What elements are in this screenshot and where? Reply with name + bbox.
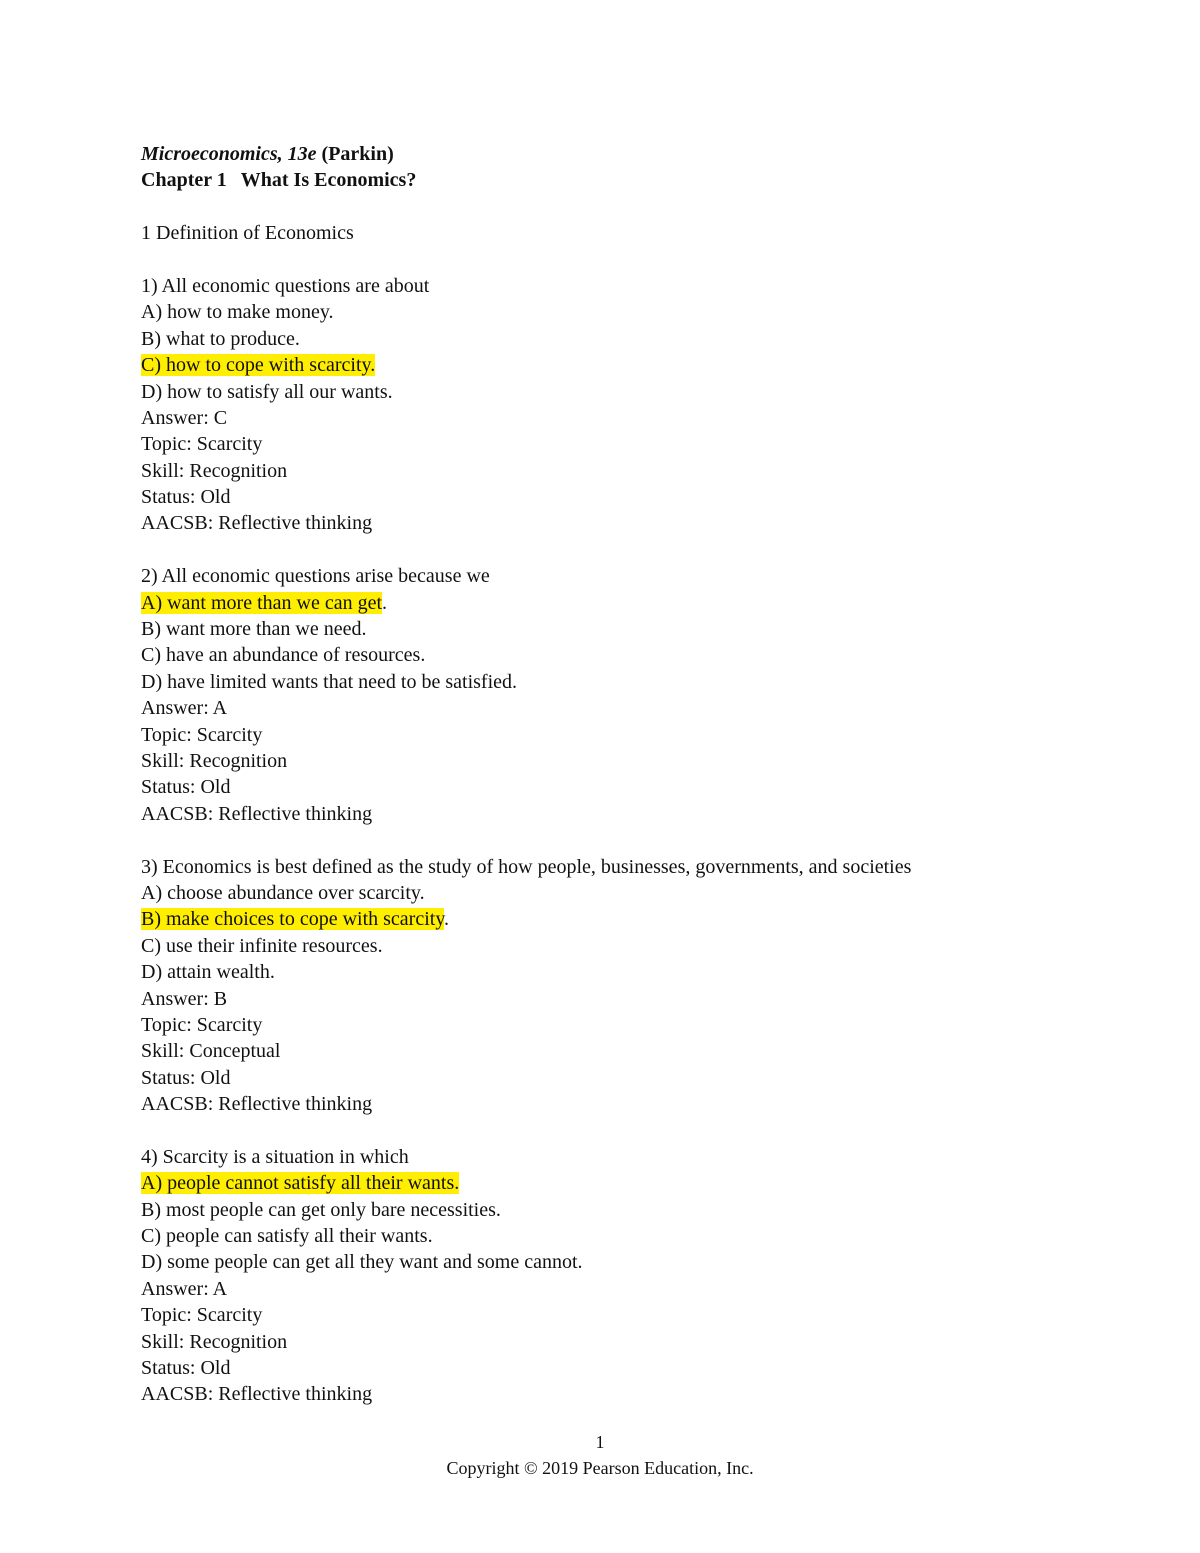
question-stem: 4) Scarcity is a situation in which <box>141 1145 409 1168</box>
option-a: A) how to make money. <box>141 301 334 324</box>
option-c-correct <box>141 352 1041 378</box>
option-a-correct <box>141 590 1041 616</box>
page-content <box>141 141 1041 1408</box>
option-a-correct <box>141 1170 1041 1196</box>
section-heading: 1 Definition of Economics <box>141 222 354 245</box>
status-line: Status: Old <box>141 776 231 799</box>
skill-line: Skill: Conceptual <box>141 1040 281 1063</box>
answer-line: Answer: C <box>141 406 228 429</box>
status-line: Status: Old <box>141 486 231 509</box>
option-c: C) people can satisfy all their wants. <box>141 1225 433 1248</box>
chapter-title: What Is Economics? <box>240 169 417 192</box>
option-d: D) have limited wants that need to be satisfied. <box>141 670 518 693</box>
question-block <box>141 563 1041 827</box>
answer-line: Answer: B <box>141 987 228 1010</box>
aacsb-line: AACSB: Reflective thinking <box>141 802 373 825</box>
chapter-label: Chapter 1 <box>141 169 227 192</box>
option-c: C) have an abundance of resources. <box>141 644 426 667</box>
skill-line: Skill: Recognition <box>141 1330 288 1353</box>
aacsb-line: AACSB: Reflective thinking <box>141 1383 373 1406</box>
aacsb-line: AACSB: Reflective thinking <box>141 1093 373 1116</box>
question-block <box>141 854 1041 1118</box>
status-line: Status: Old <box>141 1356 231 1379</box>
answer-line: Answer: A <box>141 697 228 720</box>
highlighted-answer: A) people cannot satisfy all their wants. <box>141 1172 460 1195</box>
option-c: C) use their infinite resources. <box>141 934 383 957</box>
book-title <box>141 141 1041 167</box>
option-b: B) most people can get only bare necessities. <box>141 1198 501 1221</box>
topic-line: Topic: Scarcity <box>141 1013 263 1036</box>
option-a: A) choose abundance over scarcity. <box>141 881 425 904</box>
status-line: Status: Old <box>141 1066 231 1089</box>
question-stem: 3) Economics is best defined as the study of how people, businesses, governments, and societies <box>141 855 912 878</box>
highlighted-answer: B) make choices to cope with scarcity <box>141 908 445 931</box>
chapter-heading <box>141 167 1041 193</box>
highlighted-answer: A) want more than we can get <box>141 591 383 614</box>
option-d: D) how to satisfy all our wants. <box>141 380 393 403</box>
option-d: D) attain wealth. <box>141 961 275 984</box>
highlight-trailing: . <box>444 908 450 931</box>
page-number: 1 <box>595 1432 605 1452</box>
topic-line: Topic: Scarcity <box>141 1304 263 1327</box>
book-author: (Parkin) <box>316 143 394 165</box>
book-title-italic: Microeconomics, 13e <box>141 143 317 165</box>
copyright-footer: Copyright © 2019 Pearson Education, Inc. <box>446 1458 754 1478</box>
question-stem: 2) All economic questions arise because we <box>141 565 490 588</box>
skill-line: Skill: Recognition <box>141 749 288 772</box>
question-block <box>141 1144 1041 1408</box>
topic-line: Topic: Scarcity <box>141 433 263 456</box>
option-d: D) some people can get all they want and some cannot. <box>141 1251 583 1274</box>
highlighted-answer: C) how to cope with scarcity. <box>141 354 376 377</box>
option-b-correct <box>141 906 1041 932</box>
option-b: B) what to produce. <box>141 327 300 350</box>
topic-line: Topic: Scarcity <box>141 723 263 746</box>
skill-line: Skill: Recognition <box>141 459 288 482</box>
option-b: B) want more than we need. <box>141 618 367 641</box>
answer-line: Answer: A <box>141 1277 228 1300</box>
aacsb-line: AACSB: Reflective thinking <box>141 512 373 535</box>
question-block <box>141 273 1041 537</box>
question-stem: 1) All economic questions are about <box>141 274 430 297</box>
highlight-trailing: . <box>382 591 388 614</box>
